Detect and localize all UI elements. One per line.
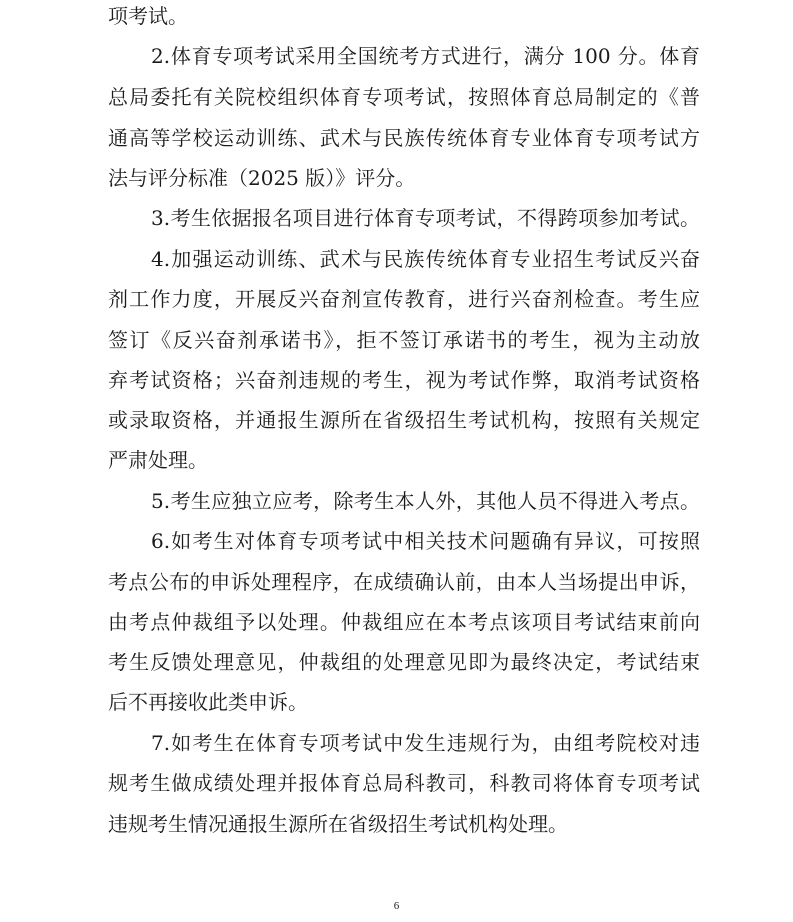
text-line: 5.考生应独立应考，除考生本人外，其他人员不得进入考点。: [151, 489, 700, 513]
text-line: 7.如考生在体育专项考试中发生违规行为，由组考院校对违: [151, 731, 700, 755]
text-line: 总局委托有关院校组织体育专项考试，按照体育总局制定的《普: [108, 85, 700, 109]
page-number: 6: [393, 900, 400, 912]
text-line: 通高等学校运动训练、武术与民族传统体育专业体育专项考试方: [108, 126, 700, 150]
text-line: 考点公布的申诉处理程序，在成绩确认前，由本人当场提出申诉，: [108, 570, 700, 594]
text-line: 剂工作力度，开展反兴奋剂宣传教育，进行兴奋剂检查。考生应: [108, 287, 700, 311]
text-line: 规考生做成绩处理并报体育总局科教司，科教司将体育专项考试: [108, 771, 700, 795]
text-line: 签订《反兴奋剂承诺书》，拒不签订承诺书的考生，视为主动放: [108, 328, 700, 352]
text-line: 由考点仲裁组予以处理。仲裁组应在本考点该项目考试结束前向: [108, 610, 700, 634]
text-line: 4.加强运动训练、武术与民族传统体育专业招生考试反兴奋: [151, 247, 700, 271]
text-line: 6.如考生对体育专项考试中相关技术问题确有异议，可按照: [151, 529, 700, 553]
text-line: 严肃处理。: [108, 448, 208, 472]
text-line: 或录取资格，并通报生源所在省级招生考试机构，按照有关规定: [108, 408, 700, 432]
text-line: 后不再接收此类申诉。: [108, 690, 308, 714]
text-line: 弃考试资格；兴奋剂违规的考生，视为考试作弊，取消考试资格: [108, 368, 700, 392]
text-line: 项考试。: [108, 4, 188, 28]
text-line: 2.体育专项考试采用全国统考方式进行，满分 100 分。体育: [151, 44, 700, 68]
text-line: 违规考生情况通报生源所在省级招生考试机构处理。: [108, 812, 568, 836]
text-line: 考生反馈处理意见，仲裁组的处理意见即为最终决定，考试结束: [108, 650, 700, 674]
text-line: 3.考生依据报名项目进行体育专项考试，不得跨项参加考试。: [151, 206, 700, 230]
text-line: 法与评分标准（2025 版）》评分。: [108, 166, 416, 190]
